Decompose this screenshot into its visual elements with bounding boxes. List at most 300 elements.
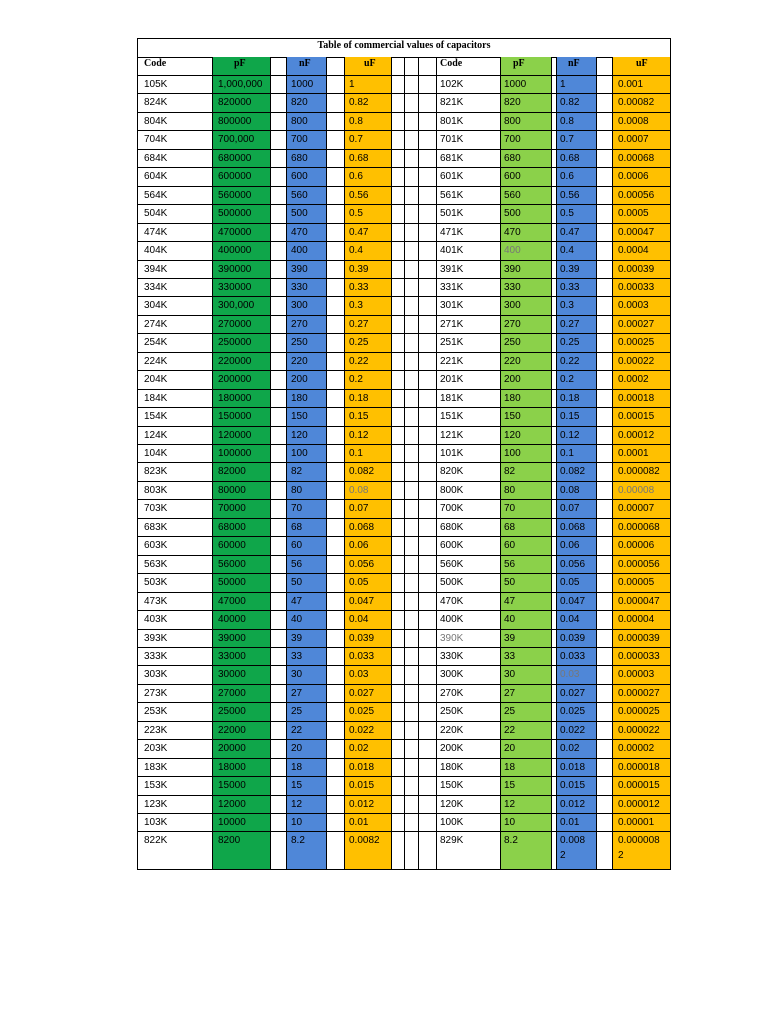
table-cell: 50 xyxy=(504,577,516,589)
table-cell: 684K xyxy=(144,152,168,164)
table-cell: 0.0001 xyxy=(618,448,649,459)
table-cell: 100 xyxy=(504,448,521,459)
table-cell: 390 xyxy=(291,263,308,275)
table-cell: 180 xyxy=(291,392,308,404)
table-cell: 0.00007 xyxy=(618,503,655,515)
table-cell: 0.000008 xyxy=(618,835,660,847)
table-cell: 39 xyxy=(504,632,516,644)
table-cell: 0.000033 xyxy=(618,650,660,662)
table-cell: 0.18 xyxy=(349,392,369,404)
table-cell: 200 xyxy=(504,374,521,386)
table-cell: 473K xyxy=(144,595,168,607)
table-cell: 18 xyxy=(291,761,303,773)
table-cell: 8200 xyxy=(218,835,241,847)
table-cell: 102K xyxy=(440,79,464,90)
table-cell: 0.000068 xyxy=(618,521,660,533)
table-cell: 400K xyxy=(440,614,464,626)
table-cell: 27 xyxy=(291,687,303,699)
table-cell: 274K xyxy=(144,318,168,330)
table-cell: 0.039 xyxy=(349,632,375,644)
table-cell: 20 xyxy=(504,743,516,755)
table-cell: 0.022 xyxy=(560,724,586,736)
table-cell: 33 xyxy=(504,650,516,662)
table-cell: 680 xyxy=(504,152,521,164)
table-cell: 390000 xyxy=(218,263,252,275)
table-cell: 80 xyxy=(291,484,303,496)
table-cell: 12 xyxy=(291,798,303,810)
table-cell: 271K xyxy=(440,318,464,330)
table-cell: 500 xyxy=(504,208,521,220)
table-cell: 20 xyxy=(291,743,303,755)
table-cell: 390K xyxy=(440,632,464,644)
table-cell: 0.068 xyxy=(349,521,375,533)
table-cell: 681K xyxy=(440,152,464,164)
table-cell: 334K xyxy=(144,281,168,293)
table-cell: 183K xyxy=(144,761,168,773)
table-cell: 181K xyxy=(440,392,464,404)
table-cell: 120 xyxy=(504,429,521,441)
table-cell: 824K xyxy=(144,97,168,109)
table-cell: 0.02 xyxy=(560,743,580,755)
table-cell: 101K xyxy=(440,448,464,459)
table-cell: 82 xyxy=(291,466,303,478)
table-cell: 0.056 xyxy=(560,558,586,570)
table-cell: 201K xyxy=(440,374,464,386)
table-cell: 0.056 xyxy=(349,558,375,570)
table-cell: 40 xyxy=(504,614,516,626)
table-cell: 0.033 xyxy=(560,650,586,662)
table-cell: 0.3 xyxy=(560,300,574,312)
table-cell: 27 xyxy=(504,687,516,699)
table-cell: 224K xyxy=(144,355,168,367)
table-cell: 270 xyxy=(291,318,308,330)
table-cell: 330K xyxy=(440,650,464,662)
table-cell: 0.00033 xyxy=(618,281,655,293)
table-cell: 0.18 xyxy=(560,392,580,404)
table-cell: 1000 xyxy=(504,79,527,90)
table-cell: 0.000025 xyxy=(618,706,660,718)
table-cell: 0.00001 xyxy=(618,817,655,828)
table-cell: 1,000,000 xyxy=(218,79,263,90)
column-header: nF xyxy=(299,58,311,69)
table-cell: 0.15 xyxy=(349,411,369,423)
table-cell: 0.82 xyxy=(349,97,369,109)
table-cell: 560000 xyxy=(218,189,252,201)
table-cell: 394K xyxy=(144,263,168,275)
table-cell: 253K xyxy=(144,706,168,718)
table-cell: 20000 xyxy=(218,743,246,755)
table-cell: 124K xyxy=(144,429,168,441)
table-cell: 10000 xyxy=(218,817,246,828)
table-cell: 221K xyxy=(440,355,464,367)
table-cell: 0.000056 xyxy=(618,558,660,570)
table-cell: 15000 xyxy=(218,780,246,792)
column-header: pF xyxy=(234,58,246,69)
table-cell: 0.05 xyxy=(349,577,369,589)
table-cell: 0.00082 xyxy=(618,97,655,109)
table-cell: 0.00002 xyxy=(618,743,655,755)
table-cell: 330000 xyxy=(218,281,252,293)
table-cell: 820000 xyxy=(218,97,252,109)
table-cell: 0.0003 xyxy=(618,300,649,312)
table-cell: 0.0002 xyxy=(618,374,649,386)
table-cell: 270000 xyxy=(218,318,252,330)
table-cell: 300K xyxy=(440,669,464,681)
table-cell: 250000 xyxy=(218,337,252,349)
table-cell: 22000 xyxy=(218,724,246,736)
table-cell: 120000 xyxy=(218,429,252,441)
table-cell: 0.000022 xyxy=(618,724,660,736)
table-cell: 0.68 xyxy=(560,152,580,164)
table-cell: 70 xyxy=(291,503,303,515)
table-cell: 820 xyxy=(504,97,521,109)
table-cell: 600K xyxy=(440,540,464,552)
table-cell: 683K xyxy=(144,521,168,533)
table-cell: 220 xyxy=(504,355,521,367)
table-cell: 0.6 xyxy=(349,171,363,183)
table-cell: 0.01 xyxy=(349,817,369,828)
table-cell: 150 xyxy=(291,411,308,423)
table-cell: 0.03 xyxy=(349,669,369,681)
table-cell: 47 xyxy=(504,595,516,607)
table-cell: 403K xyxy=(144,614,168,626)
table-cell: 0.0006 xyxy=(618,171,649,183)
table-cell: 0.22 xyxy=(560,355,580,367)
table-cell: 700K xyxy=(440,503,464,515)
table-cell: 18 xyxy=(504,761,516,773)
table-cell: 180K xyxy=(440,761,464,773)
table-cell: 0.1 xyxy=(560,448,574,459)
table-cell: 1000 xyxy=(291,79,314,90)
table-cell: 500K xyxy=(440,577,464,589)
table-cell: 563K xyxy=(144,558,168,570)
table-cell: 8.2 xyxy=(504,835,518,847)
table-cell: 0.000039 xyxy=(618,632,660,644)
table-cell: 601K xyxy=(440,171,464,183)
table-cell: 0.00022 xyxy=(618,355,655,367)
table-cell: 701K xyxy=(440,134,464,146)
table-cell: 104K xyxy=(144,448,168,459)
table-cell: 250 xyxy=(504,337,521,349)
table-cell: 0.047 xyxy=(349,595,375,607)
table-cell: 0.00004 xyxy=(618,614,655,626)
table-cell: 301K xyxy=(440,300,464,312)
capacitor-table xyxy=(137,38,671,870)
table-cell: 180 xyxy=(504,392,521,404)
table-cell: 0.000047 xyxy=(618,595,660,607)
table-cell: 150000 xyxy=(218,411,252,423)
table-cell: 0.15 xyxy=(560,411,580,423)
table-cell: 0.07 xyxy=(349,503,369,515)
table-cell: 0.025 xyxy=(560,706,586,718)
table-cell: 0.033 xyxy=(349,650,375,662)
table-cell: 0.27 xyxy=(560,318,580,330)
table-cell: 0.00027 xyxy=(618,318,655,330)
table-cell: 39 xyxy=(291,632,303,644)
table-cell: 0.4 xyxy=(560,245,574,257)
table-cell: 604K xyxy=(144,171,168,183)
table-cell: 330 xyxy=(504,281,521,293)
table-cell: 680 xyxy=(291,152,308,164)
table-cell: 180000 xyxy=(218,392,252,404)
table-cell: 0.047 xyxy=(560,595,586,607)
table-cell: 400 xyxy=(504,245,521,257)
table-cell: 70 xyxy=(504,503,516,515)
table-cell: 300,000 xyxy=(218,300,255,312)
table-cell: 500000 xyxy=(218,208,252,220)
table-cell: 200K xyxy=(440,743,464,755)
table-cell: 105K xyxy=(144,79,168,90)
table-cell: 0.5 xyxy=(349,208,363,220)
table-cell: 50 xyxy=(291,577,303,589)
table-cell: 220 xyxy=(291,355,308,367)
table-cell: 103K xyxy=(144,817,168,828)
table-cell: 501K xyxy=(440,208,464,220)
table-cell: 151K xyxy=(440,411,464,423)
table-cell: 680K xyxy=(440,521,464,533)
table-cell: 0.5 xyxy=(560,208,574,220)
table-cell: 56 xyxy=(291,558,303,570)
table-cell: 220000 xyxy=(218,355,252,367)
table-cell: 0.47 xyxy=(349,226,369,238)
table-cell: 803K xyxy=(144,484,168,496)
table-cell: 470K xyxy=(440,595,464,607)
table-cell: 0.000082 xyxy=(618,466,660,478)
table-cell: 50000 xyxy=(218,577,246,589)
table-title: Table of commercial values of capacitors xyxy=(317,40,491,51)
column-header: uF xyxy=(636,58,648,69)
table-cell: 27000 xyxy=(218,687,246,699)
table-cell: 504K xyxy=(144,208,168,220)
table-cell: 154K xyxy=(144,411,168,423)
table-cell: 8.2 xyxy=(291,835,305,847)
table-cell: 561K xyxy=(440,189,464,201)
table-cell: 10 xyxy=(291,817,303,828)
table-cell: 300 xyxy=(291,300,308,312)
table-cell: 100 xyxy=(291,448,308,459)
table-cell: 0.00008 xyxy=(618,484,655,496)
table-cell: 80 xyxy=(504,484,516,496)
table-cell: 0.8 xyxy=(560,115,574,127)
table-cell: 0.06 xyxy=(560,540,580,552)
table-cell: 121K xyxy=(440,429,464,441)
table-cell: 15 xyxy=(291,780,303,792)
table-cell: 80000 xyxy=(218,484,246,496)
table-cell: 300 xyxy=(504,300,521,312)
table-cell: 123K xyxy=(144,798,168,810)
table-cell: 804K xyxy=(144,115,168,127)
table-cell: 0.33 xyxy=(560,281,580,293)
table-cell: 30 xyxy=(291,669,303,681)
table-cell: 223K xyxy=(144,724,168,736)
table-cell: 0.8 xyxy=(349,115,363,127)
table-cell: 120 xyxy=(291,429,308,441)
table-cell: 0.25 xyxy=(560,337,580,349)
table-cell: 82 xyxy=(504,466,516,478)
table-cell: 0.008 xyxy=(560,835,586,847)
table-cell: 0.000027 xyxy=(618,687,660,699)
table-cell: 680000 xyxy=(218,152,252,164)
table-cell: 0.082 xyxy=(349,466,375,478)
column-header: nF xyxy=(568,58,580,69)
table-cell: 822K xyxy=(144,835,168,847)
table-cell: 470 xyxy=(291,226,308,238)
table-cell: 820 xyxy=(291,97,308,109)
table-cell: 68 xyxy=(291,521,303,533)
column-header: Code xyxy=(440,58,463,69)
table-cell: 823K xyxy=(144,466,168,478)
table-cell: 0.068 xyxy=(560,521,586,533)
table-cell: 25 xyxy=(504,706,516,718)
table-cell: 25000 xyxy=(218,706,246,718)
table-cell: 70000 xyxy=(218,503,246,515)
table-cell: 700 xyxy=(504,134,521,146)
table-cell: 2 xyxy=(560,850,566,862)
table-cell: 0.12 xyxy=(349,429,369,441)
table-cell: 0.027 xyxy=(560,687,586,699)
table-cell: 0.00039 xyxy=(618,263,655,275)
table-cell: 0.00018 xyxy=(618,392,655,404)
table-cell: 2 xyxy=(618,850,624,862)
table-cell: 1 xyxy=(560,79,566,90)
table-cell: 800 xyxy=(291,115,308,127)
table-cell: 0.7 xyxy=(349,134,363,146)
table-cell: 39000 xyxy=(218,632,246,644)
table-cell: 600 xyxy=(291,171,308,183)
table-cell: 0.082 xyxy=(560,466,586,478)
table-cell: 12 xyxy=(504,798,516,810)
table-cell: 0.6 xyxy=(560,171,574,183)
table-cell: 47 xyxy=(291,595,303,607)
table-cell: 12000 xyxy=(218,798,246,810)
table-cell: 0.00003 xyxy=(618,669,655,681)
table-cell: 60 xyxy=(291,540,303,552)
table-cell: 0.39 xyxy=(560,263,580,275)
table-cell: 800K xyxy=(440,484,464,496)
table-cell: 330 xyxy=(291,281,308,293)
column-header: pF xyxy=(513,58,525,69)
table-cell: 0.03 xyxy=(560,669,580,681)
table-cell: 10 xyxy=(504,817,516,828)
table-cell: 0.47 xyxy=(560,226,580,238)
table-cell: 270 xyxy=(504,318,521,330)
table-cell: 203K xyxy=(144,743,168,755)
table-cell: 0.01 xyxy=(560,817,580,828)
table-cell: 0.56 xyxy=(560,189,580,201)
table-cell: 0.02 xyxy=(349,743,369,755)
table-cell: 0.08 xyxy=(560,484,580,496)
table-cell: 390 xyxy=(504,263,521,275)
table-cell: 503K xyxy=(144,577,168,589)
table-cell: 0.015 xyxy=(560,780,586,792)
table-cell: 220K xyxy=(440,724,464,736)
table-cell: 200000 xyxy=(218,374,252,386)
table-title-row xyxy=(138,38,670,58)
table-cell: 0.0007 xyxy=(618,134,649,146)
table-cell: 0.00005 xyxy=(618,577,655,589)
table-cell: 0.04 xyxy=(560,614,580,626)
table-cell: 700 xyxy=(291,134,308,146)
table-cell: 0.025 xyxy=(349,706,375,718)
table-cell: 600000 xyxy=(218,171,252,183)
table-cell: 829K xyxy=(440,835,464,847)
table-cell: 801K xyxy=(440,115,464,127)
table-cell: 401K xyxy=(440,245,464,257)
table-cell: 560 xyxy=(504,189,521,201)
table-cell: 0.001 xyxy=(618,79,644,90)
table-cell: 33 xyxy=(291,650,303,662)
table-cell: 0.015 xyxy=(349,780,375,792)
table-cell: 0.000012 xyxy=(618,798,660,810)
table-cell: 0.7 xyxy=(560,134,574,146)
table-cell: 0.1 xyxy=(349,448,363,459)
table-cell: 0.022 xyxy=(349,724,375,736)
table-cell: 30000 xyxy=(218,669,246,681)
table-cell: 821K xyxy=(440,97,464,109)
table-cell: 0.82 xyxy=(560,97,580,109)
table-cell: 333K xyxy=(144,650,168,662)
table-cell: 254K xyxy=(144,337,168,349)
table-cell: 564K xyxy=(144,189,168,201)
table-cell: 184K xyxy=(144,392,168,404)
table-cell: 0.00056 xyxy=(618,189,655,201)
table-cell: 400000 xyxy=(218,245,252,257)
table-cell: 0.00012 xyxy=(618,429,655,441)
table-cell: 0.07 xyxy=(560,503,580,515)
table-cell: 60000 xyxy=(218,540,246,552)
table-cell: 250 xyxy=(291,337,308,349)
table-cell: 15 xyxy=(504,780,516,792)
table-cell: 0.2 xyxy=(349,374,363,386)
table-cell: 0.39 xyxy=(349,263,369,275)
table-cell: 560K xyxy=(440,558,464,570)
table-cell: 0.00015 xyxy=(618,411,655,423)
table-cell: 0.00068 xyxy=(618,152,655,164)
table-cell: 30 xyxy=(504,669,516,681)
table-cell: 0.0082 xyxy=(349,835,380,847)
table-cell: 0.00006 xyxy=(618,540,655,552)
table-cell: 0.12 xyxy=(560,429,580,441)
table-cell: 0.25 xyxy=(349,337,369,349)
table-cell: 303K xyxy=(144,669,168,681)
table-cell: 0.3 xyxy=(349,300,363,312)
table-cell: 150 xyxy=(504,411,521,423)
table-cell: 100K xyxy=(440,817,464,828)
table-cell: 56000 xyxy=(218,558,246,570)
column-header: Code xyxy=(144,58,167,69)
table-cell: 0.27 xyxy=(349,318,369,330)
table-cell: 0.08 xyxy=(349,484,369,496)
table-cell: 56 xyxy=(504,558,516,570)
table-cell: 800 xyxy=(504,115,521,127)
table-cell: 251K xyxy=(440,337,464,349)
table-cell: 25 xyxy=(291,706,303,718)
table-cell: 603K xyxy=(144,540,168,552)
table-cell: 1 xyxy=(349,79,355,90)
table-cell: 391K xyxy=(440,263,464,275)
table-cell: 560 xyxy=(291,189,308,201)
table-cell: 22 xyxy=(291,724,303,736)
table-cell: 0.33 xyxy=(349,281,369,293)
table-cell: 153K xyxy=(144,780,168,792)
table-cell: 68 xyxy=(504,521,516,533)
table-cell: 204K xyxy=(144,374,168,386)
table-cell: 700,000 xyxy=(218,134,255,146)
table-cell: 0.000018 xyxy=(618,761,660,773)
table-cell: 404K xyxy=(144,245,168,257)
table-cell: 393K xyxy=(144,632,168,644)
table-cell: 0.027 xyxy=(349,687,375,699)
